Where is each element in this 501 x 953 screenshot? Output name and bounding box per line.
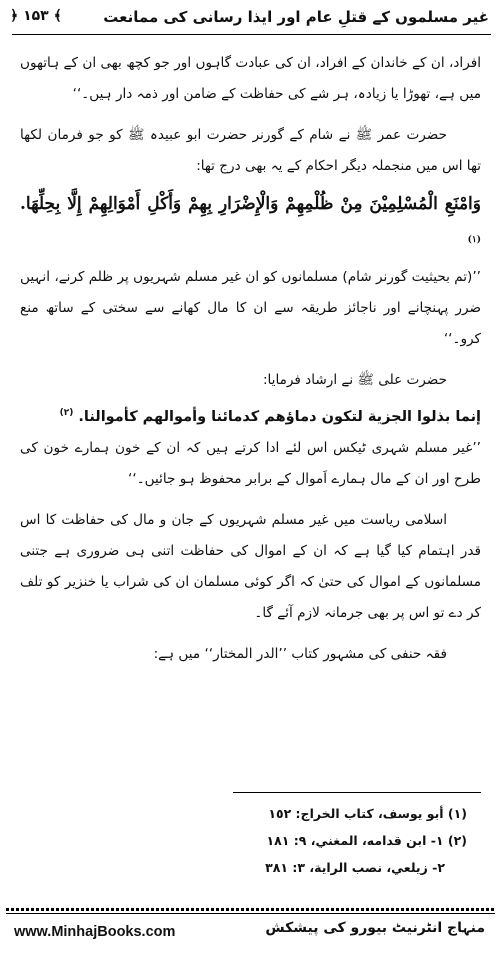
publisher-credit: منہاج انٹرنیٹ بیورو کی پیشکش <box>265 920 485 936</box>
paragraph-ali-saying: حضرت علی ﷺ نے ارشاد فرمایا: <box>262 371 447 388</box>
footer-dotted-divider <box>6 908 495 911</box>
footnote-2: (٢) ١- ابن قدامه، المغني، ٩: ١٨١ <box>266 833 467 848</box>
arabic-quote-1-text: وَامْنَعِ الْمُسْلِمِيْنَ مِنْ ظُلْمِهِمْ وَالْإِضْرَارِ بِهِمْ وَأَكْلِ أَمْوَالِهِمْ إِلَّا بِحِلِّهَا. <box>20 194 481 214</box>
website-link[interactable]: www.MinhajBooks.com <box>14 924 176 940</box>
arabic-quote-2 <box>20 396 481 434</box>
chapter-title: غیر مسلموں کے قتلِ عام اور ایذا رسانی کی ممانعت <box>103 8 489 26</box>
page-header <box>8 6 493 34</box>
translation-1: ’’(تم بحیثیت گورنر شام) مسلمانوں کو ان غیر مسلم شہریوں پر ظلم کرنے، انہیں ضرر پہنچانے اور ناجائز طریقہ سے ان کا مال کھانے سے سختی کے ساتھ منع کرو۔‘‘ <box>20 268 481 347</box>
paragraph-umar-decree: حضرت عمر ﷺ نے شام کے گورنر حضرت ابو عبیدہ ﷺ کو جو فرمان لکھا تھا اس میں منجملہ دیگر احکام کے یہ بھی درج تھا: <box>20 127 481 174</box>
footnote-divider <box>233 792 481 793</box>
paragraph-continued: افراد، ان کے خاندان کے افراد، ان کی عبادت گاہوں اور جو کچھ بھی ان کے ہاتھوں میں ہے، تھوڑا یا زیادہ، ہر شے کی حفاظت کے ضامن اور ذمہ دار ہیں۔‘‘ <box>20 55 481 102</box>
footnote-1: (١) أبو يوسف، كتاب الخراج: ١٥٢ <box>268 806 467 821</box>
arabic-quote-2-text: إنما بذلوا الجزية لتكون دماؤهم كدمائنا وأموالهم كأموالنا. <box>78 408 481 425</box>
translation-2: ’’غیر مسلم شہری ٹیکس اس لئے ادا کرتے ہیں کہ ان کے خون ہمارے خون کی طرح اور ان کے مال ہمارے اَموال کے برابر محفوظ ہو جائیں۔‘‘ <box>20 440 481 488</box>
page-body <box>20 48 481 670</box>
footnotes <box>120 800 467 881</box>
header-divider <box>12 34 491 35</box>
paragraph-durr-mukhtar: فقہ حنفی کی مشہور کتاب ’’الدر المختار‘‘ میں ہے: <box>153 646 447 663</box>
footer-divider <box>6 913 495 914</box>
footnote-2-sub: ٢- زيلعي، نصب الراية، ٣: ٣٨١ <box>265 860 445 875</box>
footnote-ref-2: (٢) <box>59 407 74 418</box>
arabic-quote-1 <box>20 186 481 262</box>
page-number: ﴿ ۱۵۳ ﴾ <box>10 8 62 24</box>
paragraph-protection: اسلامی ریاست میں غیر مسلم شہریوں کے جان و مال کی حفاظت کا اس قدر اہتمام کیا گیا ہے کہ ان کے اموال کی حفاظت اتنی ہی ضروری ہے جتنی مسلمانوں کے اموال کی حتیٰ کہ اگر کوئی مسلمان ان کی شراب یا خنزیر کو تلف کر دے تو اس پر بھی جرمانہ لازم آئے گا۔ <box>20 512 481 622</box>
footnote-ref-1: (١) <box>467 235 481 245</box>
